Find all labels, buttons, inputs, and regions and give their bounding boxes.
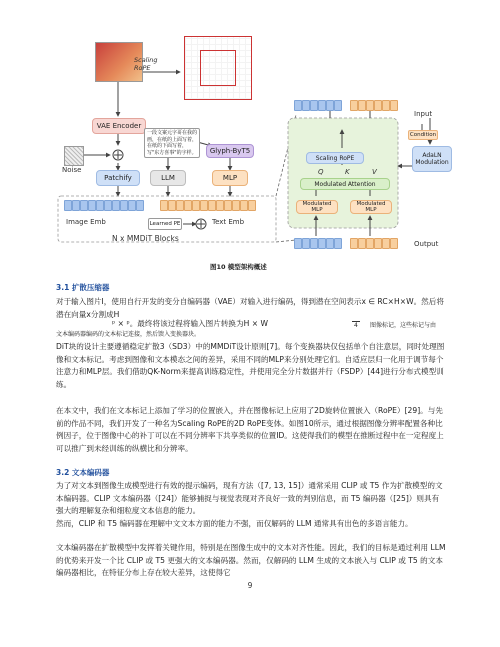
token <box>374 100 382 111</box>
page-number: 9 <box>247 581 253 590</box>
token <box>200 200 208 211</box>
token <box>160 200 168 211</box>
overlap-line: ᵖ × ᵖ。最终将该过程将输入图片转换为H × W <box>112 319 269 328</box>
token <box>374 238 382 249</box>
token <box>208 200 216 211</box>
adaln-box <box>412 146 452 172</box>
token <box>248 200 256 211</box>
token <box>318 100 326 111</box>
scaling-rope-inner-icon <box>200 50 236 86</box>
token <box>302 100 310 111</box>
modulated-attention-label: Modulated Attention <box>314 180 376 188</box>
token <box>294 238 302 249</box>
paragraph: DiT块的设计主要遵循稳定扩散3（SD3）中的MMDiT设计原则[7]。每个变换器块仅包括单个自注意层，同时处理图像和文本标记。考虑到图像和文本模态之间的差异，采用不同的MLP来分别处理它们。自适应层归一化用于调节每个注意力和MLP层。我们借助QK-Norm来提高训练稳定性，并使用完全分片数据并行（FSDP）[44]进行分布式模型训练。 <box>56 342 445 389</box>
token <box>80 200 88 211</box>
modulated-mlp-left-label: Modulated MLP <box>302 201 332 213</box>
k-label: K <box>345 168 350 176</box>
token <box>318 238 326 249</box>
section-heading-3-1: 3.1 扩散压缩器 <box>56 283 110 292</box>
llm-label: LLM <box>161 174 175 182</box>
token <box>120 200 128 211</box>
learned-pe-box <box>148 218 182 230</box>
architecture-figure <box>0 0 500 275</box>
token <box>326 100 334 111</box>
llm-box <box>150 170 186 186</box>
mlp-box <box>212 170 248 186</box>
prompt-text-box <box>144 128 200 158</box>
token <box>334 100 342 111</box>
token <box>240 200 248 211</box>
vae-encoder-box <box>92 118 146 134</box>
side-note: 图像标记，这些标记与由 <box>370 322 437 329</box>
patchify-label: Patchify <box>104 174 132 182</box>
figure-caption: 图10 模型架构概述 <box>210 263 267 271</box>
q-label: Q <box>318 168 324 176</box>
paragraph: 文本编码器在扩散模型中发挥着关键作用，特别是在图像生成中的文本对齐性能。因此，我们的目标是通过利用 LLM 的优势来开发一个比 CLIP 或 T5 更强大的文本编码器。然而，仅解码的 LLM 生成的文本嵌入与 CLIP 或 T5 的文本编码器相比，在特征分布上存在较大差异，这使得它 <box>56 543 446 577</box>
paragraph: 在本文中，我们在文本标记上添加了学习的位置嵌入，并在图像标记上应用了2D旋转位置嵌入（RoPE）[29]。与先前的作品不同，我们开发了一种名为Scaling RoPE的2D RoPE变体。如图10所示，通过根据图像分辨率配置各种比例因子，位于图像中心的补丁可以在不同分辨率下共享类似的位置ID。这使得我们的模型在推断过程中在一定程度上可以推广到未经训练的纵横比和分辨率。 <box>56 406 444 453</box>
token <box>224 200 232 211</box>
glyph-byt5-box <box>206 144 254 158</box>
condition-box <box>408 130 438 140</box>
mmdit-blocks-label: N x MMDiT Blocks <box>112 234 179 243</box>
token <box>382 238 390 249</box>
token <box>232 200 240 211</box>
image-emb-label: Image Emb <box>66 218 106 226</box>
token <box>334 238 342 249</box>
token <box>302 238 310 249</box>
output-label: Output <box>414 240 439 248</box>
token <box>112 200 120 211</box>
vae-encoder-label: VAE Encoder <box>96 122 142 130</box>
token <box>128 200 136 211</box>
patchify-box <box>96 170 140 186</box>
token <box>310 100 318 111</box>
v-label: V <box>372 168 377 176</box>
token <box>358 238 366 249</box>
mlp-label: MLP <box>222 174 238 182</box>
paragraph: 文本编码器编码的文本标记连接，然后馈入变换器块。 <box>56 331 201 338</box>
noise-image <box>64 146 84 166</box>
token <box>350 100 358 111</box>
token <box>390 100 398 111</box>
paragraph: 为了对文本到图像生成模型进行有效的提示编码，现有方法（[7, 13, 15]）通常采用 CLIP 或 T5 作为扩散模型的文本编码器。CLIP 文本编码器（[24]）能够捕捉与视觉表现对齐良好一致的判别信息，而 T5 编码器（[25]）则具有强大的理解复杂和细粒度文本信息的能力。 <box>56 481 443 515</box>
token <box>64 200 72 211</box>
token <box>184 200 192 211</box>
adaln-label: AdaLN Modulation <box>415 152 449 166</box>
token <box>310 238 318 249</box>
token <box>96 200 104 211</box>
token <box>192 200 200 211</box>
token <box>72 200 80 211</box>
modulated-mlp-left-box <box>296 200 338 214</box>
token <box>366 100 374 111</box>
token <box>168 200 176 211</box>
glyph-byt5-label: Glyph-ByT5 <box>209 147 251 155</box>
token <box>382 100 390 111</box>
token <box>216 200 224 211</box>
token <box>326 238 334 249</box>
scaling-rope-box <box>306 152 364 164</box>
side-note-number: 4 <box>354 322 358 329</box>
learned-pe-label: Learned PE <box>149 221 181 227</box>
token <box>88 200 96 211</box>
token <box>176 200 184 211</box>
text-emb-label: Text Emb <box>212 218 245 226</box>
token <box>366 238 374 249</box>
token <box>358 100 366 111</box>
token <box>390 238 398 249</box>
scaling-rope-label: Scaling RoPE <box>315 154 355 162</box>
modulated-attention-box <box>300 178 390 190</box>
token <box>136 200 144 211</box>
section-heading-3-2: 3.2 文本编码器 <box>56 468 110 477</box>
modulated-mlp-right-box <box>350 200 392 214</box>
paragraph: 然而，CLIP 和 T5 编码器在理解中文文本方面的能力不强，而仅解码的 LLM 通常具有出色的多语言能力。 <box>56 519 413 528</box>
token <box>350 238 358 249</box>
scaling-rope-top-label: Scaling RoPE <box>134 56 158 72</box>
input-label: Input <box>414 110 433 118</box>
paragraph: 对于输入图片I，使用自行开发的变分自编码器（VAE）对输入进行编码，得到潜在空间表示x ∈ RC×H×W。然后将潜在向量x分割成H <box>56 297 444 319</box>
prompt-text: 一段文案元字哥在我的画，在纸的上面写着，在纸的下面写着，写"东方喜事"的字样。 <box>147 130 198 156</box>
noise-label: Noise <box>62 166 82 174</box>
condition-label: Condition <box>409 132 437 138</box>
token <box>104 200 112 211</box>
token <box>294 100 302 111</box>
modulated-mlp-right-label: Modulated MLP <box>356 201 386 213</box>
